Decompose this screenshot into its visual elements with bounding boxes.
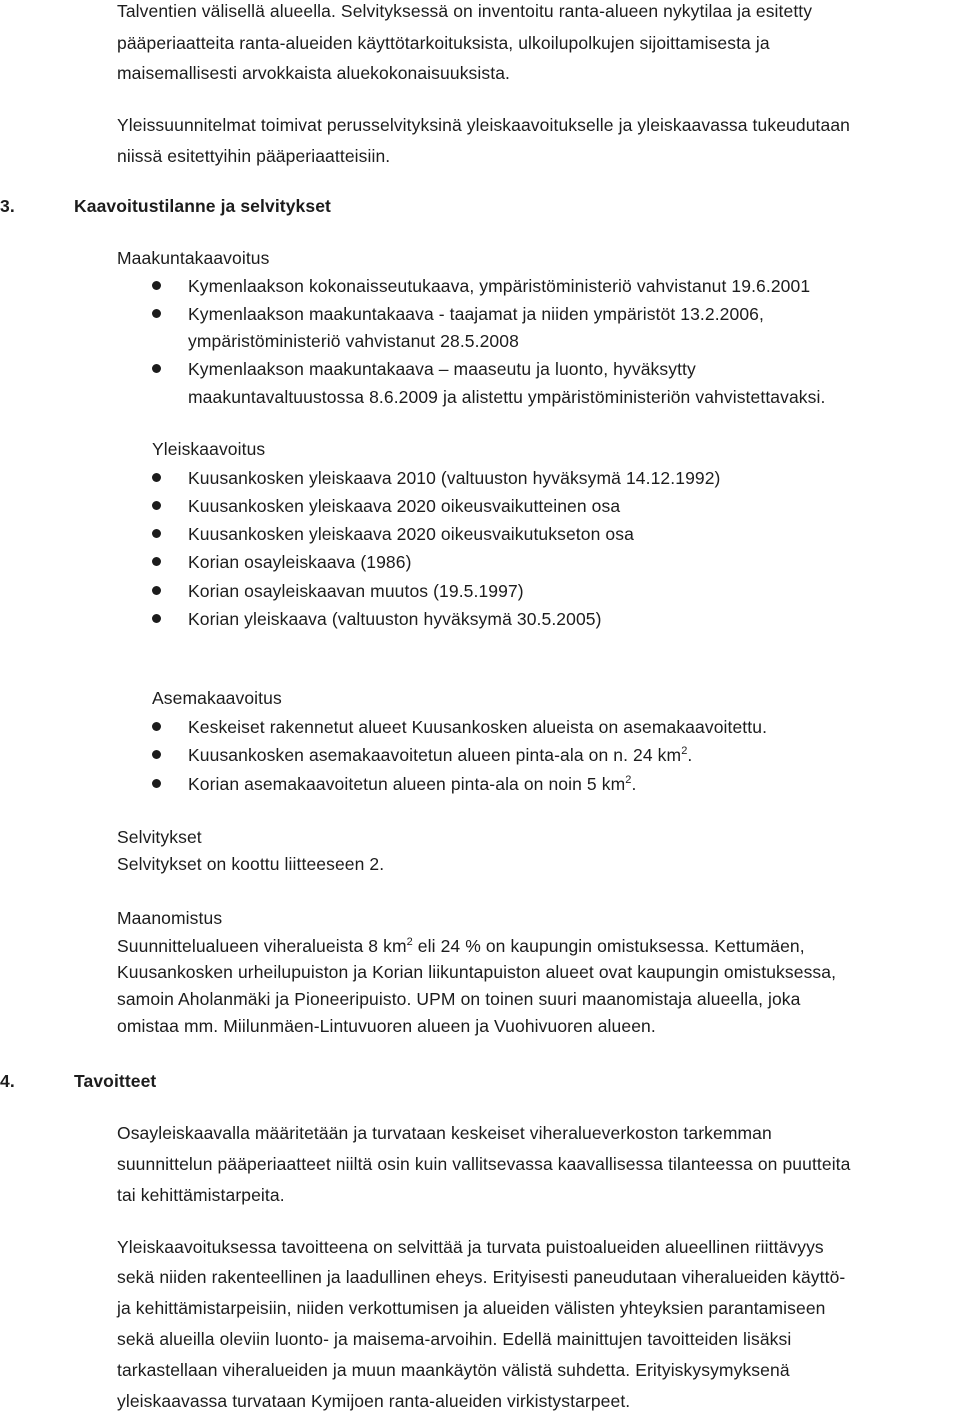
yleis-item-5: Korian osayleiskaavan muutos (19.5.1997) <box>188 581 524 601</box>
asema-item-2-text: Kuusankosken asemakaavoitetun alueen pinta-ala on n. 24 km <box>188 745 682 765</box>
yleis-item-1: Kuusankosken yleiskaava 2010 (valtuuston hyväksymä 14.12.1992) <box>188 468 721 488</box>
maakunta-item-3-line-2: maakuntavaltuustossa 8.6.2009 ja alistettu ympäristöministeriön vahvistettavaksi. <box>188 387 826 407</box>
superscript: 2 <box>681 745 688 757</box>
asema-item-3 <box>188 773 636 795</box>
tavoitteet-para2-line-2: sekä niiden rakenteellinen ja laadullinen eheys. Erityisesti paneudutaan viheralueiden käyttö- <box>117 1267 846 1287</box>
intro-line-3: maisemallisesti arvokkaista aluekokonaisuuksista. <box>117 63 510 83</box>
asema-heading: Asemakaavoitus <box>152 688 282 708</box>
tavoitteet-para1-line-3: tai kehittämistarpeita. <box>117 1185 285 1205</box>
maakunta-item-2-line-2: ympäristöministeriö vahvistanut 28.5.2008 <box>188 331 519 351</box>
maanomistus-line-1-a: Suunnittelualueen viheralueista 8 km <box>117 936 407 956</box>
intro-line-1: Talventien välisellä alueella. Selvityksessä on inventoitu ranta-alueen nykytilaa ja esitetty <box>117 1 813 21</box>
maanomistus-line-1 <box>117 935 805 957</box>
asema-item-1: Keskeiset rakennetut alueet Kuusankosken alueista on asemakaavoitettu. <box>188 717 768 737</box>
tavoitteet-para1-line-1: Osayleiskaavalla määritetään ja turvataan keskeiset viheralueverkoston tarkemman <box>117 1123 772 1143</box>
asema-item-2 <box>188 744 692 766</box>
intro-para2-line-2: niissä esitettyihin pääperiaatteisiin. <box>117 146 391 166</box>
tavoitteet-para2-line-6: yleiskaavassa turvataan Kymijoen ranta-alueiden virkistystarpeet. <box>117 1391 631 1411</box>
section-4-title: Tavoitteet <box>74 1071 157 1091</box>
superscript: 2 <box>625 774 632 786</box>
tavoitteet-para1-line-2: suunnittelun pääperiaatteet niiltä osin kuin vallitsevassa kaavallisessa tilanteessa on puutteita <box>117 1154 851 1174</box>
selvitykset-heading: Selvitykset <box>117 827 202 847</box>
asema-item-3-end: . <box>631 774 637 794</box>
bullet-icon <box>152 501 161 510</box>
bullet-icon <box>152 557 161 566</box>
yleis-item-6: Korian yleiskaava (valtuuston hyväksymä 30.5.2005) <box>188 609 602 629</box>
asema-item-3-text: Korian asemakaavoitetun alueen pinta-ala on noin 5 km <box>188 774 626 794</box>
maakunta-item-2-line-1: Kymenlaakson maakuntakaava - taajamat ja niiden ympäristöt 13.2.2006, <box>188 304 764 324</box>
bullet-icon <box>152 473 161 482</box>
tavoitteet-para2-line-5: tarkastellaan viheralueiden ja muun maankäytön välistä suhdetta. Erityiskysymyksenä <box>117 1360 790 1380</box>
superscript: 2 <box>406 936 413 948</box>
tavoitteet-para2-line-4: sekä alueilla oleviin luonto- ja maisema-arvoihin. Edellä mainittujen tavoitteiden lisäksi <box>117 1329 792 1349</box>
bullet-icon <box>152 614 161 623</box>
bullet-icon <box>152 364 161 373</box>
bullet-icon <box>152 722 161 731</box>
bullet-icon <box>152 309 161 318</box>
tavoitteet-para2-line-1: Yleiskaavoituksessa tavoitteena on selvittää ja turvata puistoalueiden alueellinen riittävyys <box>117 1237 824 1257</box>
section-3-title: Kaavoitustilanne ja selvitykset <box>74 196 331 216</box>
bullet-icon <box>152 779 161 788</box>
maanomistus-line-1-b: eli 24 % on kaupungin omistuksessa. Kettumäen, <box>412 936 805 956</box>
yleis-heading: Yleiskaavoitus <box>152 439 266 459</box>
yleis-item-3: Kuusankosken yleiskaava 2020 oikeusvaikutukseton osa <box>188 524 634 544</box>
maanomistus-heading: Maanomistus <box>117 908 223 928</box>
maanomistus-line-3: samoin Aholanmäki ja Pioneeripuisto. UPM on toinen suuri maanomistaja alueella, joka <box>117 989 801 1009</box>
asema-item-2-end: . <box>687 745 693 765</box>
yleis-item-4: Korian osayleiskaava (1986) <box>188 552 412 572</box>
maakunta-item-1: Kymenlaakson kokonaisseutukaava, ympäristöministeriö vahvistanut 19.6.2001 <box>188 276 811 296</box>
section-3-number: 3. <box>0 196 15 216</box>
tavoitteet-para2-line-3: ja kehittämistarpeisiin, niiden verkottumisen ja alueiden välisten yhteyksien parantamiseen <box>117 1298 826 1318</box>
maakunta-item-3-line-1: Kymenlaakson maakuntakaava – maaseutu ja luonto, hyväksytty <box>188 359 696 379</box>
bullet-icon <box>152 529 161 538</box>
selvitykset-text: Selvitykset on koottu liitteeseen 2. <box>117 854 385 874</box>
maanomistus-line-4: omistaa mm. Miilunmäen-Lintuvuoren alueen ja Vuohivuoren alueen. <box>117 1016 656 1036</box>
maanomistus-line-2: Kuusankosken urheilupuiston ja Korian liikuntapuiston alueet ovat kaupungin omistuksessa, <box>117 962 837 982</box>
bullet-icon <box>152 586 161 595</box>
yleis-item-2: Kuusankosken yleiskaava 2020 oikeusvaikutteinen osa <box>188 496 621 516</box>
bullet-icon <box>152 750 161 759</box>
section-4-number: 4. <box>0 1071 15 1091</box>
intro-para2-line-1: Yleissuunnitelmat toimivat perusselvityksinä yleiskaavoitukselle ja yleiskaavassa tukeudutaan <box>117 115 850 135</box>
maakunta-heading: Maakuntakaavoitus <box>117 248 270 268</box>
intro-line-2: pääperiaatteita ranta-alueiden käyttötarkoituksista, ulkoilupolkujen sijoittamisesta ja <box>117 33 770 53</box>
bullet-icon <box>152 281 161 290</box>
